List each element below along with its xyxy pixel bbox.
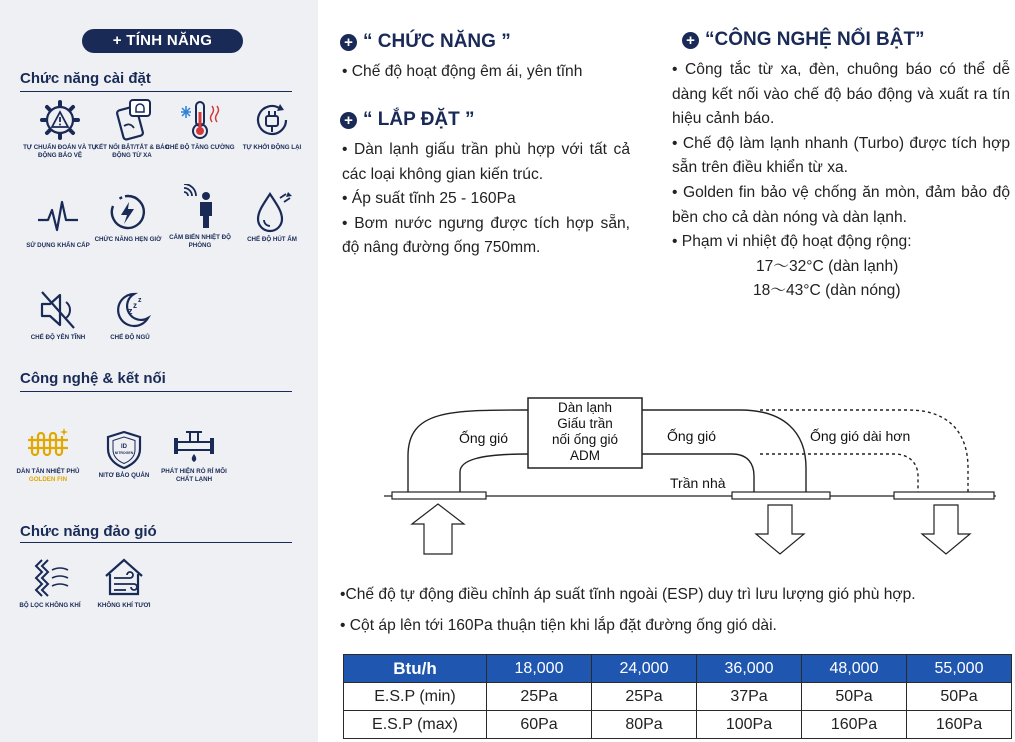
feature-boost-mode (160, 98, 240, 152)
list-item: • Cột áp lên tới 160Pa thuận tiện khi lắp đặt đường ống gió dài. (340, 617, 777, 634)
table-cell: 60Pa (487, 711, 592, 739)
feature-label: CHẾ ĐỘ YÊN TĨNH (30, 334, 86, 341)
table-row (344, 683, 1012, 711)
esp-table (343, 654, 1012, 739)
golden-fin-icon (26, 426, 70, 466)
divider (20, 542, 292, 543)
feature-sleep (90, 288, 170, 342)
install-section-title: Chức năng cài đặt (20, 70, 151, 87)
feature-label: CHẾ ĐỘ HÚT ẨM (247, 236, 297, 243)
table-header-cell: 48,000 (802, 655, 907, 683)
intake-arrow (412, 504, 464, 554)
unit-label-1: Dàn lạnh (557, 400, 613, 415)
technology-list (672, 58, 1010, 304)
pulse-icon (36, 196, 80, 240)
feature-fresh-air (84, 556, 164, 610)
table-header-cell: 24,000 (592, 655, 697, 683)
feature-nitrogen (84, 430, 164, 480)
feature-golden-fin (8, 426, 88, 483)
feature-air-filter (10, 556, 90, 610)
range-outdoor: 18～43°C (dàn nóng) (753, 282, 901, 300)
installation-list (342, 138, 630, 261)
list-item: • Golden fin bảo vệ chống ăn mòn, đảm bảo độ bền cho cả dàn nóng và dàn lạnh. (672, 183, 1010, 226)
tech-section-title: Công nghệ & kết nối (20, 370, 166, 387)
table-header-row (344, 655, 1012, 683)
supply-vent-far (894, 492, 994, 499)
phone-alarm-icon (110, 98, 154, 142)
duct-diagram (380, 388, 1000, 568)
list-item: • Áp suất tĩnh 25 - 160Pa (342, 190, 516, 208)
feature-auto-restart (232, 98, 312, 152)
unit-label-2: Giấu trần (557, 416, 613, 431)
table-cell: 25Pa (487, 683, 592, 711)
feature-label: CHỨC NĂNG HẸN GIỜ (94, 236, 162, 243)
feature-sidebar (0, 0, 318, 742)
plus-circle-icon: + (682, 32, 699, 49)
nitrogen-shield-icon (102, 430, 146, 470)
person-sensor-icon (178, 184, 222, 232)
duct-right-label: Ống gió (667, 428, 717, 444)
feature-label: KHÔNG KHÍ TƯƠI (97, 602, 151, 609)
feature-room-sensor (160, 184, 240, 249)
supply-vent (732, 492, 830, 499)
feature-label: CHẾ ĐỘ NGỦ (110, 334, 150, 341)
divider (20, 91, 292, 92)
timer-icon (106, 190, 150, 234)
table-cell: 80Pa (592, 711, 697, 739)
table-cell: 100Pa (697, 711, 802, 739)
feature-label: KẾT NỐI BẬT/TẮT & BÁO ĐỘNG TỪ XA (94, 144, 170, 159)
moon-sleep-icon (108, 288, 152, 332)
feature-label: PHÁT HIỆN RÒ RỈ MÔI CHẤT LẠNH (161, 468, 227, 483)
list-item: • Chế độ làm lạnh nhanh (Turbo) được tích hợp sẵn trên điều khiển từ xa. (672, 134, 1010, 177)
installation-heading: + “ LẮP ĐẶT ” (340, 109, 475, 131)
technology-heading: + “CÔNG NGHỆ NỔI BẬT” (682, 29, 925, 51)
feature-label: NITƠ BẢO QUẢN (98, 472, 150, 479)
table-cell: 25Pa (592, 683, 697, 711)
leak-detect-icon (172, 426, 216, 466)
feature-timer (88, 190, 168, 244)
range-indoor: 17～32°C (dàn lạnh) (756, 257, 899, 275)
table-cell: 160Pa (802, 711, 907, 739)
feature-leak-detect (154, 426, 234, 483)
table-header-cell: 36,000 (697, 655, 802, 683)
duct-long-label: Ống gió dài hơn (810, 428, 911, 444)
feature-label: CẢM BIẾN NHIỆT ĐỘ PHÒNG (169, 234, 231, 249)
feature-emergency (18, 196, 98, 250)
thermometer-snow-icon (178, 98, 222, 142)
plug-restart-icon (250, 98, 294, 142)
ceiling-label: Trần nhà (670, 475, 726, 491)
table-cell: 50Pa (907, 683, 1012, 711)
table-header-cell: 55,000 (907, 655, 1012, 683)
air-filter-icon (28, 556, 72, 600)
unit-label-3: nối ống gió (551, 432, 619, 447)
duct-left-label: Ống gió (459, 430, 509, 446)
svg-text:z: z (133, 301, 137, 310)
feature-label: SỬ DỤNG KHẨN CẤP (26, 242, 90, 249)
table-cell: E.S.P (min) (344, 683, 487, 711)
list-item: • Dàn lạnh giấu trần phù hợp với tất cả các loại không gian kiến trúc. (342, 141, 630, 183)
list-item: • Phạm vi nhiệt độ hoạt động rộng: (672, 233, 912, 251)
table-cell: 50Pa (802, 683, 907, 711)
return-vent (392, 492, 486, 499)
fresh-air-house-icon (102, 556, 146, 600)
table-cell: E.S.P (max) (344, 711, 487, 739)
outflow-arrow (756, 505, 804, 554)
notes-list (340, 579, 1015, 641)
divider (20, 391, 292, 392)
feature-label: DÀN TẢN NHIỆT PHỦ GOLDEN FIN (16, 468, 80, 483)
list-item: • Chế độ hoạt động êm ái, yên tĩnh (342, 63, 583, 80)
airflow-section-title: Chức năng đảo gió (20, 523, 157, 540)
functions-list (342, 60, 642, 85)
outflow-arrow-far (922, 505, 970, 554)
gear-warning-icon (38, 98, 82, 142)
svg-text:z: z (128, 306, 133, 316)
feature-label: CHẾ ĐỘ TĂNG CƯỜNG (165, 144, 235, 151)
mute-icon (36, 288, 80, 332)
nitrogen-badge-bottom: NITROGEN (114, 451, 134, 455)
table-row (344, 711, 1012, 739)
table-cell: 37Pa (697, 683, 802, 711)
feature-quiet (18, 288, 98, 342)
feature-dehumidify (232, 190, 312, 244)
plus-circle-icon: + (340, 34, 357, 51)
table-header-cell: 18,000 (487, 655, 592, 683)
plus-circle-icon: + (340, 112, 357, 129)
table-header-cell: Btu/h (344, 655, 487, 683)
feature-label: TỰ KHỞI ĐỘNG LẠI (242, 144, 302, 151)
list-item: •Chế độ tự động điều chỉnh áp suất tĩnh ngoài (ESP) duy trì lưu lượng gió phù hợp. (340, 586, 916, 603)
nitrogen-badge-top: ID (121, 444, 127, 450)
list-item: • Bơm nước ngưng được tích hợp sẵn, độ nâng đường ống 750mm. (342, 214, 630, 257)
unit-label-4: ADM (570, 448, 600, 463)
functions-heading: + “ CHỨC NĂNG ” (340, 31, 511, 53)
table-cell: 160Pa (907, 711, 1012, 739)
svg-text:z: z (138, 297, 142, 304)
feature-label: TỰ CHUẨN ĐOÁN VÀ TỰ ĐỘNG BẢO VỆ (23, 144, 97, 159)
water-drop-icon (250, 190, 294, 234)
features-badge: + TÍNH NĂNG (82, 29, 243, 53)
feature-label: BỘ LỌC KHÔNG KHÍ (19, 602, 81, 609)
feature-self-diagnosis (20, 98, 100, 159)
list-item: • Công tắc từ xa, đèn, chuông báo có thể dễ dàng kết nối vào chế độ báo động và xuất ra tín hiệu cảnh báo. (672, 61, 1010, 128)
